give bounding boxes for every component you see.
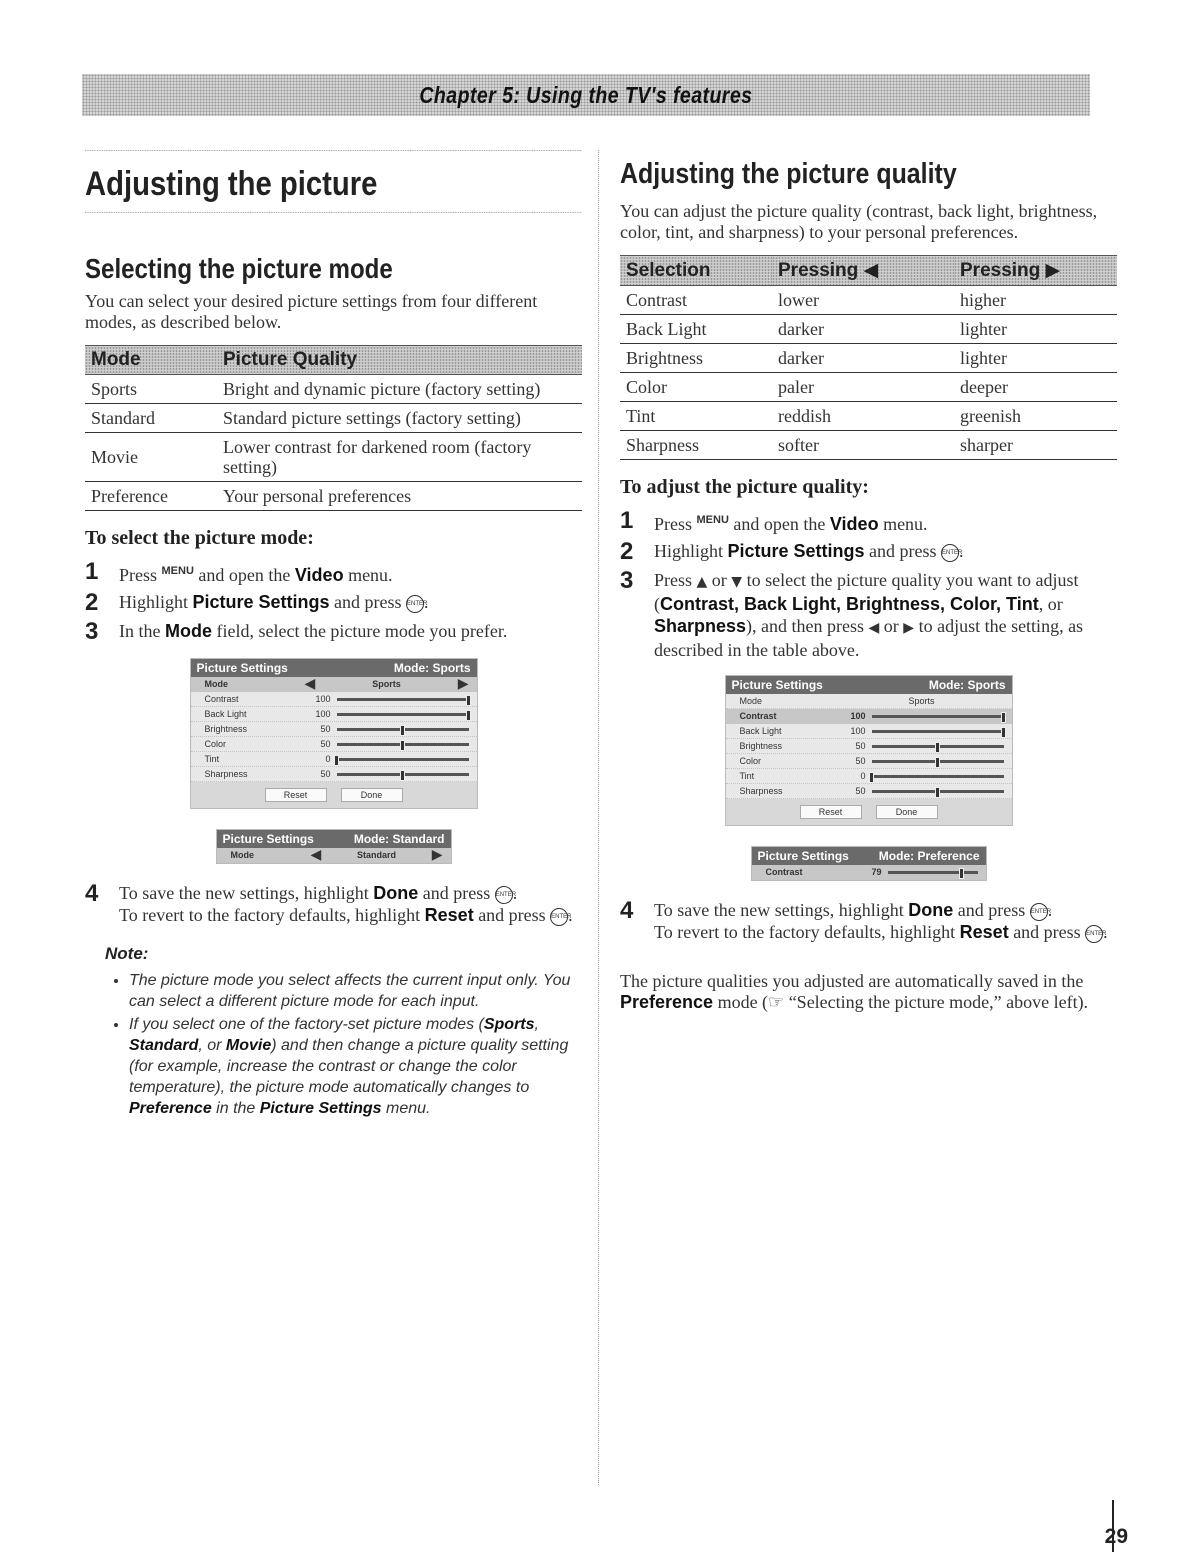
step-number: 4 bbox=[620, 897, 634, 924]
osd-slider-knob bbox=[959, 868, 964, 879]
column-divider bbox=[598, 150, 599, 1485]
table-row bbox=[85, 482, 582, 511]
osd-row-label: Mode bbox=[230, 850, 254, 860]
step-text: and open the bbox=[198, 565, 291, 585]
table-cell: Preference bbox=[85, 482, 217, 511]
osd-slider bbox=[337, 773, 469, 776]
osd-mode-label: Mode: Sports bbox=[393, 661, 471, 675]
step-text: to adjust the setting, as described in the table above. bbox=[654, 616, 1084, 660]
osd-row-value: 100 bbox=[315, 709, 331, 719]
arrow-left-icon: ◀ bbox=[304, 676, 316, 692]
arrow-left-icon: ◀ bbox=[868, 620, 880, 636]
table-row bbox=[620, 373, 1117, 402]
step-text: To save the new settings, highlight bbox=[119, 883, 369, 903]
enter-icon: ENTER bbox=[550, 908, 568, 926]
table-row bbox=[620, 286, 1117, 315]
table-cell: Bright and dynamic picture (factory setting) bbox=[217, 375, 582, 404]
table-cell: Lower contrast for darkened room (factory setting) bbox=[217, 433, 582, 482]
osd-mode-label: Mode: Preference bbox=[878, 849, 980, 863]
enter-icon: ENTER bbox=[495, 886, 513, 904]
right-column bbox=[620, 150, 1117, 1013]
step-text: To revert to the factory defaults, highlight bbox=[119, 905, 421, 925]
page-title: Adjusting the picture bbox=[85, 150, 581, 213]
enter-icon: ENTER bbox=[941, 544, 959, 562]
osd-done-button: Done bbox=[341, 788, 403, 802]
osd-slider bbox=[872, 730, 1004, 733]
step-bold: Picture Settings bbox=[727, 541, 865, 561]
osd-setting-row bbox=[191, 767, 477, 782]
step-text: In the bbox=[119, 621, 161, 641]
step-2: 2 Highlight Picture Settings and press ENTER. bbox=[620, 538, 964, 565]
menu-key-icon: MENU bbox=[696, 514, 729, 526]
step-text: menu. bbox=[883, 514, 928, 534]
closing-text: The picture qualities you adjusted are automatically saved in the Preference mode (☞ “Selecting the picture mode,” above left). bbox=[620, 971, 1089, 1012]
arrow-right-icon: ▶ bbox=[457, 676, 469, 692]
arrow-down-icon: ▼ bbox=[731, 574, 743, 590]
osd-slider-knob bbox=[400, 740, 405, 751]
osd-slider-knob bbox=[1001, 712, 1006, 723]
osd-title: Picture Settings bbox=[757, 849, 849, 863]
osd-row-label: Mode bbox=[739, 696, 763, 706]
table-cell: Sports bbox=[85, 375, 217, 404]
table-header: Picture Quality bbox=[217, 346, 582, 375]
step-bold: Picture Settings bbox=[192, 592, 330, 612]
enter-icon: ENTER bbox=[1085, 925, 1103, 943]
osd-done-button: Done bbox=[876, 805, 938, 819]
step-3 bbox=[620, 569, 1117, 661]
osd-row-label: Sharpness bbox=[739, 786, 783, 796]
intro-text: You can adjust the picture quality (contrast, back light, brightness, color, tint, and sharpness) to your personal preferences. bbox=[620, 201, 1098, 242]
step-text: Press bbox=[119, 565, 158, 585]
page-number: 29 bbox=[1104, 1525, 1128, 1548]
table-header: Pressing ◀ bbox=[772, 256, 954, 286]
osd-slider-knob bbox=[1001, 727, 1006, 738]
table-row bbox=[620, 402, 1117, 431]
osd-row-value: 50 bbox=[855, 741, 866, 751]
osd-slider bbox=[872, 715, 1004, 718]
osd-title: Picture Settings bbox=[196, 661, 288, 675]
step-4: 4 To save the new settings, highlight Done and press ENTER. To revert to the factory defaults, highlight Reset and press ENTER. bbox=[620, 897, 1108, 942]
table-cell: darker bbox=[772, 315, 954, 344]
step-bold: Done bbox=[908, 900, 954, 920]
osd-slider-knob bbox=[334, 755, 339, 766]
osd-slider bbox=[337, 743, 469, 746]
section-title-picture-mode: Selecting the picture mode bbox=[85, 253, 393, 284]
step-text: Highlight bbox=[654, 541, 724, 561]
step-number: 2 bbox=[85, 589, 99, 616]
preference-bold: Preference bbox=[620, 992, 714, 1012]
osd-setting-row bbox=[726, 709, 1012, 724]
step-text: and press bbox=[478, 905, 546, 925]
step-text: , or bbox=[1038, 594, 1063, 614]
osd-row-label: Tint bbox=[204, 754, 220, 764]
osd-slider bbox=[337, 758, 469, 761]
osd-slider-knob bbox=[466, 710, 471, 721]
table-cell: lighter bbox=[954, 315, 1117, 344]
step-1 bbox=[85, 560, 582, 586]
step-4: 4 To save the new settings, highlight Done and press ENTER. To revert to the factory defaults, highlight Reset and press ENTER. bbox=[85, 880, 573, 925]
osd-slider-knob bbox=[935, 787, 940, 798]
step-number: 3 bbox=[620, 567, 634, 594]
step-number: 1 bbox=[620, 507, 634, 534]
osd-slider bbox=[872, 790, 1004, 793]
step-text: and open the bbox=[733, 514, 826, 534]
table-cell: Color bbox=[620, 373, 772, 402]
osd-setting-row bbox=[726, 739, 1012, 754]
osd-slider bbox=[872, 745, 1004, 748]
osd-row-label: Tint bbox=[739, 771, 755, 781]
step-text: to select the picture quality you want to adjust ( bbox=[654, 570, 1079, 614]
osd-slider bbox=[888, 871, 978, 874]
osd-mode-label: Mode: Sports bbox=[928, 678, 1006, 692]
osd-picture-settings-sports bbox=[190, 658, 478, 809]
osd-row-value: 50 bbox=[320, 739, 331, 749]
osd-row-value: Sports bbox=[908, 696, 935, 706]
table-row bbox=[620, 315, 1117, 344]
table-cell: lighter bbox=[954, 344, 1117, 373]
osd-title: Picture Settings bbox=[731, 678, 823, 692]
note-item: • The picture mode you select affects the current input only. You can select a different picture mode for each input. bbox=[129, 970, 582, 1012]
note-title: Note: bbox=[105, 944, 149, 963]
table-cell: Sharpness bbox=[620, 431, 772, 460]
osd-setting-row bbox=[726, 754, 1012, 769]
step-text: and press bbox=[422, 883, 491, 903]
table-cell: deeper bbox=[954, 373, 1117, 402]
osd-row-value: 79 bbox=[871, 867, 882, 877]
osd-row-value: 100 bbox=[850, 711, 866, 721]
table-cell: softer bbox=[772, 431, 954, 460]
step-bold: Video bbox=[829, 514, 879, 534]
osd-row-label: Back Light bbox=[739, 726, 782, 736]
osd-picture-settings-contrast bbox=[725, 675, 1013, 826]
table-row bbox=[620, 431, 1117, 460]
osd-mode-row bbox=[191, 677, 477, 692]
osd-row-label: Back Light bbox=[204, 709, 247, 719]
osd-setting-row bbox=[191, 722, 477, 737]
table-header: Mode bbox=[85, 346, 217, 375]
osd-slider-knob bbox=[869, 772, 874, 783]
step-bold: Sharpness bbox=[654, 616, 747, 636]
osd-setting-row bbox=[726, 784, 1012, 799]
table-cell: Movie bbox=[85, 433, 217, 482]
osd-row-value: 50 bbox=[320, 769, 331, 779]
table-cell: Brightness bbox=[620, 344, 772, 373]
osd-mode-label: Mode: Standard bbox=[353, 832, 445, 846]
osd-slider bbox=[872, 760, 1004, 763]
note-item: • If you select one of the factory-set picture modes (Sports, Standard, or Movie) and then change a picture quality setting (for example, increase the contrast or change the color temperature), the picture mode automatically changes to Preference in the Picture Settings menu. bbox=[129, 1014, 582, 1119]
enter-icon: ENTER bbox=[1030, 903, 1048, 921]
osd-slider-knob bbox=[400, 770, 405, 781]
step-text: field, select the picture mode you prefer. bbox=[216, 621, 508, 641]
step-number: 3 bbox=[85, 618, 99, 645]
osd-slider bbox=[872, 775, 1004, 778]
table-cell: Standard picture settings (factory setting) bbox=[217, 404, 582, 433]
step-bold: Reset bbox=[959, 922, 1009, 942]
arrow-right-icon: ▶ bbox=[903, 620, 915, 636]
osd-row-value: 0 bbox=[325, 754, 331, 764]
menu-key-icon: MENU bbox=[161, 565, 194, 577]
osd-mini-preference bbox=[751, 846, 987, 881]
section-title-picture-quality: Adjusting the picture quality bbox=[620, 158, 957, 190]
table-header: Selection bbox=[620, 256, 772, 286]
table-cell: Tint bbox=[620, 402, 772, 431]
osd-row-value: 50 bbox=[855, 756, 866, 766]
osd-row-label: Color bbox=[739, 756, 762, 766]
osd-row-label: Mode bbox=[204, 679, 228, 689]
step-number: 2 bbox=[620, 538, 634, 565]
arrow-right-icon: ▶ bbox=[431, 847, 443, 863]
table-row bbox=[620, 344, 1117, 373]
table-row bbox=[85, 433, 582, 482]
osd-setting-row bbox=[726, 724, 1012, 739]
chapter-banner bbox=[82, 74, 1090, 116]
osd-row-label: Contrast bbox=[204, 694, 239, 704]
step-text: To revert to the factory defaults, highlight bbox=[654, 922, 956, 942]
osd-row-label: Contrast bbox=[739, 711, 777, 721]
step-text: menu. bbox=[348, 565, 393, 585]
osd-row-label: Color bbox=[204, 739, 227, 749]
osd-slider-knob bbox=[935, 742, 940, 753]
table-row bbox=[85, 404, 582, 433]
table-cell: sharper bbox=[954, 431, 1117, 460]
osd-row-label: Brightness bbox=[204, 724, 248, 734]
table-cell: darker bbox=[772, 344, 954, 373]
step-text: ), and then press bbox=[746, 616, 865, 636]
osd-row-label: Brightness bbox=[739, 741, 783, 751]
left-column bbox=[85, 150, 582, 1121]
osd-slider-knob bbox=[935, 757, 940, 768]
reference-hand-icon: ☞ bbox=[768, 992, 785, 1012]
step-text: and press bbox=[1013, 922, 1081, 942]
step-1 bbox=[620, 509, 1117, 535]
osd-row-value: 0 bbox=[860, 771, 866, 781]
step-text: and press bbox=[957, 900, 1026, 920]
step-text: To save the new settings, highlight bbox=[654, 900, 904, 920]
osd-mode-row bbox=[217, 848, 451, 863]
osd-setting-row bbox=[726, 769, 1012, 784]
table-row bbox=[85, 375, 582, 404]
step-bold: Contrast, Back Light, Brightness, Color, Tint bbox=[660, 594, 1039, 614]
osd-slider bbox=[337, 728, 469, 731]
table-cell: paler bbox=[772, 373, 954, 402]
osd-contrast-row bbox=[752, 865, 986, 880]
table-cell: reddish bbox=[772, 402, 954, 431]
step-text: or bbox=[883, 616, 899, 636]
picture-mode-table bbox=[85, 345, 582, 511]
step-number: 1 bbox=[85, 558, 99, 585]
step-text: Highlight bbox=[119, 592, 189, 612]
table-cell: greenish bbox=[954, 402, 1117, 431]
step-3 bbox=[85, 620, 582, 644]
step-bold: Video bbox=[294, 565, 344, 585]
step-text: and press bbox=[334, 592, 402, 612]
osd-row-value: 50 bbox=[320, 724, 331, 734]
osd-row-value: Sports bbox=[372, 679, 401, 689]
osd-mini-standard bbox=[216, 829, 452, 864]
osd-row-value: 100 bbox=[850, 726, 866, 736]
table-cell: lower bbox=[772, 286, 954, 315]
table-cell: Standard bbox=[85, 404, 217, 433]
osd-setting-row bbox=[191, 692, 477, 707]
step-bold: Mode bbox=[164, 621, 212, 641]
osd-row-label: Contrast bbox=[765, 867, 803, 877]
step-text: Press bbox=[654, 514, 693, 534]
osd-setting-row bbox=[191, 737, 477, 752]
osd-slider bbox=[337, 713, 469, 716]
step-text: Press bbox=[654, 570, 693, 590]
step-bold: Done bbox=[373, 883, 419, 903]
osd-row-value: Standard bbox=[356, 850, 396, 860]
osd-slider-knob bbox=[400, 725, 405, 736]
step-bold: Reset bbox=[424, 905, 474, 925]
step-text: and press bbox=[869, 541, 937, 561]
osd-setting-row bbox=[191, 752, 477, 767]
note-box bbox=[85, 944, 582, 1119]
osd-row-value: 100 bbox=[315, 694, 331, 704]
table-header: Pressing ▶ bbox=[954, 256, 1117, 286]
subhead-select-mode: To select the picture mode: bbox=[85, 527, 314, 549]
subhead-adjust-quality: To adjust the picture quality: bbox=[620, 476, 869, 498]
table-cell: Your personal preferences bbox=[217, 482, 582, 511]
step-text: or bbox=[711, 570, 727, 590]
table-cell: higher bbox=[954, 286, 1117, 315]
table-cell: Back Light bbox=[620, 315, 772, 344]
enter-icon: ENTER bbox=[406, 595, 424, 613]
osd-title: Picture Settings bbox=[222, 832, 314, 846]
osd-slider bbox=[337, 698, 469, 701]
osd-row-label: Sharpness bbox=[204, 769, 248, 779]
osd-reset-button: Reset bbox=[265, 788, 327, 802]
arrow-up-icon: ▲ bbox=[696, 574, 708, 590]
arrow-left-icon: ◀ bbox=[310, 847, 322, 863]
osd-reset-button: Reset bbox=[800, 805, 862, 819]
osd-row-value: 50 bbox=[855, 786, 866, 796]
osd-slider-knob bbox=[466, 695, 471, 706]
chapter-title: Chapter 5: Using the TV's features bbox=[419, 81, 753, 108]
step-number: 4 bbox=[85, 880, 99, 907]
picture-quality-table bbox=[620, 255, 1117, 460]
osd-setting-row bbox=[191, 707, 477, 722]
step-2: 2 Highlight Picture Settings and press ENTER. bbox=[85, 589, 429, 616]
intro-text: You can select your desired picture settings from four different modes, as described below. bbox=[85, 291, 538, 332]
table-cell: Contrast bbox=[620, 286, 772, 315]
osd-mode-row bbox=[726, 694, 1012, 709]
